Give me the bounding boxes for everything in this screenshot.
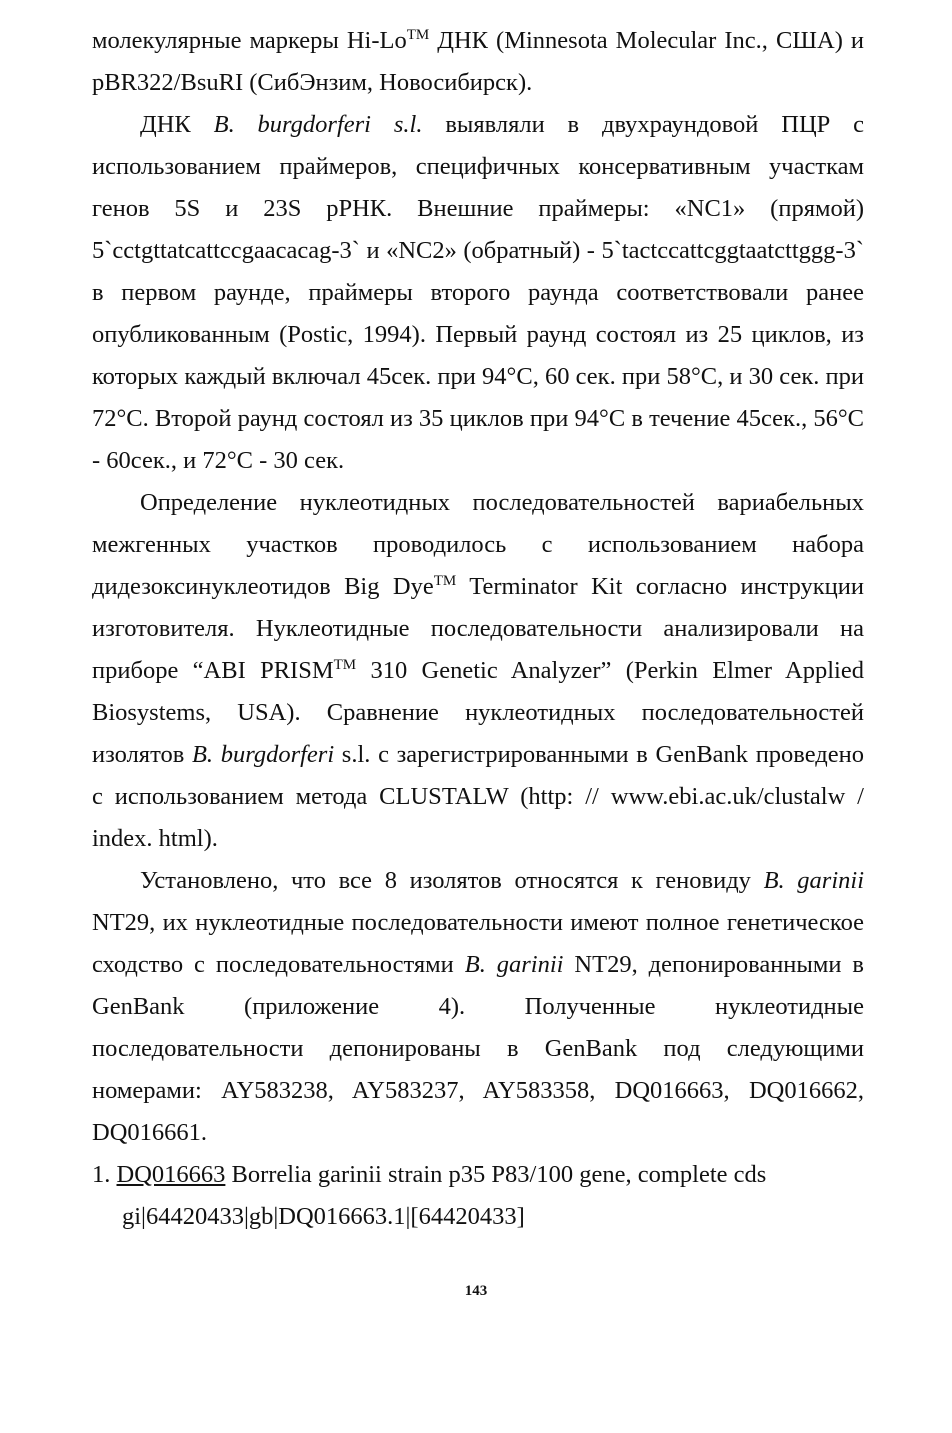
paragraph-text: 310 Genetic Analyzer” (Perkin Elmer Applied Biosystems, USA). Сравнение нуклеотидных последовательностей изолятов xyxy=(92,657,864,768)
italic-species-name: B. garinii xyxy=(464,951,564,978)
reference-accession-link[interactable]: DQ016663 xyxy=(116,1161,226,1188)
italic-species-name: B. burgdorferi s.l. xyxy=(213,111,423,138)
paragraph xyxy=(92,20,864,104)
page-number: 143 xyxy=(464,1283,488,1299)
paragraph-text: молекулярные маркеры Hi-Lo xyxy=(92,27,407,54)
trademark-superscript: TM xyxy=(333,656,357,673)
reference-entry xyxy=(92,1154,864,1196)
italic-species-name: B. garinii xyxy=(763,867,864,894)
paragraph-text: выявляли в двухраундовой ПЦР с использованием праймеров, специфичных консервативным участкам генов 5S и 23S рРНК. Внешние праймеры: «NC1» (прямой) 5`cctgttatcattccgaacacag-3` и «NC2» (обратный) - 5`tactccattcggtaatcttggg-3` в первом раунде, праймеры второго раунда соответствовали ранее опубликованным (Postic, 1994). Первый раунд состоял из 25 циклов, из которых каждый включал 45сек. при 94°С, 60 сек. при 58°С, и 30 сек. при 72°С. Второй раунд состоял из 35 циклов при 94°С в течение 45сек., 56°С - 60сек., и 72°С - 30 сек. xyxy=(92,111,864,474)
paragraph xyxy=(92,860,864,1154)
paragraph-text: ДНК xyxy=(140,111,214,138)
trademark-superscript: TM xyxy=(433,572,457,589)
paragraph-text: Определение нуклеотидных последовательностей вариабельных межгенных участков проводилось с использованием набора дидезоксинуклеотидов Big Dye xyxy=(92,489,864,600)
paragraphs xyxy=(92,20,864,1154)
reference-ids: gi|64420433|gb|DQ016663.1|[64420433] xyxy=(122,1203,525,1230)
paragraph-text: Terminator Kit согласно инструкции изготовителя. Нуклеотидные последовательности анализировали на приборе “ABI PRISM xyxy=(92,573,865,684)
italic-species-name: B. burgdorferi xyxy=(191,741,335,768)
paragraph xyxy=(92,104,864,482)
paragraph-text: NT29, депонированными в GenBank (приложение 4). Полученные нуклеотидные последовательности депонированы в GenBank под следующими номерами: AY583238, AY583237, AY583358, DQ016663, DQ016662, DQ016661. xyxy=(92,951,865,1146)
reference-number: 1. xyxy=(92,1161,111,1188)
paragraph-text: s.l. с зарегистрированными в GenBank проведено с использованием метода CLUSTALW (http: // www.ebi.ac.uk/clustalw / index. html). xyxy=(92,741,864,852)
body-text xyxy=(92,20,864,1238)
trademark-superscript: TM xyxy=(406,26,430,43)
paragraph xyxy=(92,482,864,860)
paragraph-text: NT29, их нуклеотидные последовательности имеют полное генетическое сходство с последовательностями xyxy=(92,909,864,978)
reference-title: Borrelia garinii strain p35 P83/100 gene, complete cds xyxy=(225,1161,767,1188)
paragraph-text: ДНК (Minnesota Molecular Inc., США) и pBR322/BsuRI (СибЭнзим, Новосибирск). xyxy=(92,27,864,96)
paragraph-text: Установлено, что все 8 изолятов относятся к геновиду xyxy=(140,867,764,894)
